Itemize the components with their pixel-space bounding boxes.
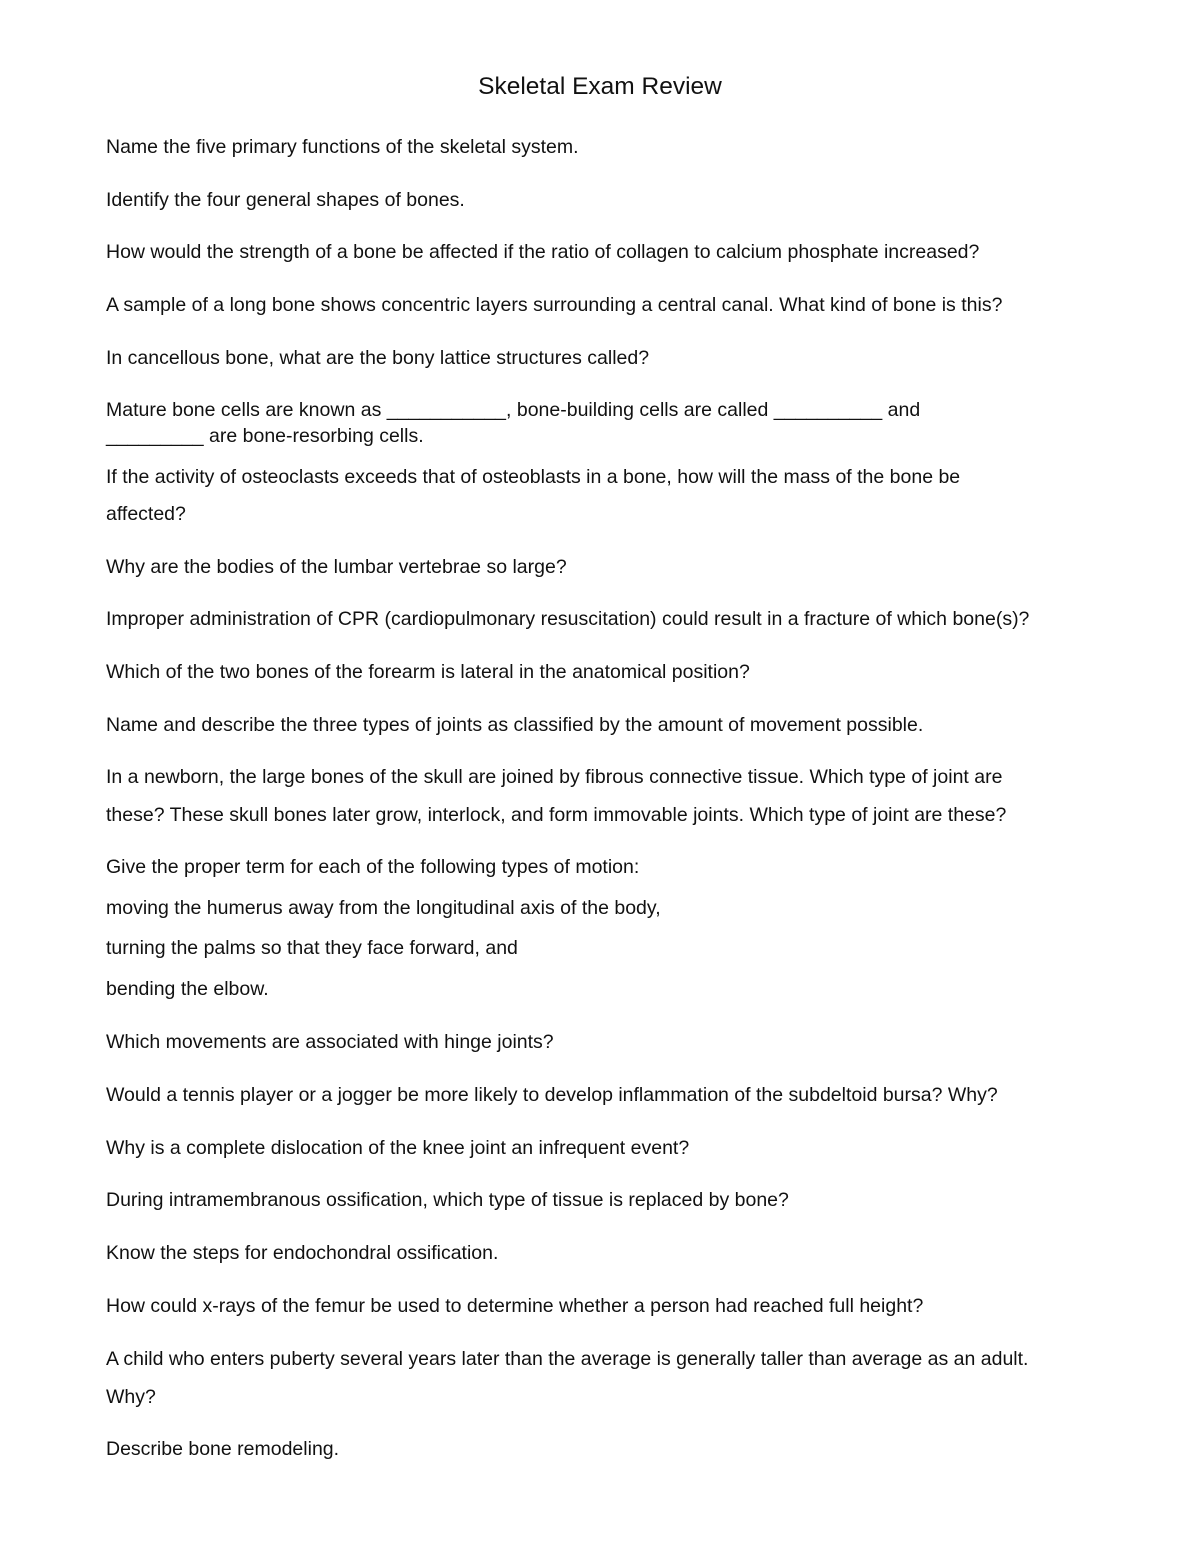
question-1: Name the five primary functions of the skeletal system. bbox=[106, 136, 579, 158]
question-10: Which of the two bones of the forearm is lateral in the anatomical position? bbox=[106, 661, 750, 683]
question-12-line-1: In a newborn, the large bones of the skull are joined by fibrous connective tissue. Which type of joint are bbox=[106, 766, 1003, 788]
question-7-line-2: affected? bbox=[106, 503, 186, 525]
question-17: During intramembranous ossification, which type of tissue is replaced by bone? bbox=[106, 1189, 789, 1211]
question-20-line-1: A child who enters puberty several years later than the average is generally taller than average as an adult. bbox=[106, 1348, 1029, 1370]
question-19: How could x-rays of the femur be used to determine whether a person had reached full height? bbox=[106, 1295, 924, 1317]
question-9: Improper administration of CPR (cardiopulmonary resuscitation) could result in a fracture of which bone(s)? bbox=[106, 608, 1030, 630]
question-11: Name and describe the three types of joints as classified by the amount of movement possible. bbox=[106, 714, 924, 736]
question-13-line-2: moving the humerus away from the longitudinal axis of the body, bbox=[106, 897, 661, 919]
question-18: Know the steps for endochondral ossification. bbox=[106, 1242, 499, 1264]
question-20-line-2: Why? bbox=[106, 1386, 156, 1408]
document-title: Skeletal Exam Review bbox=[478, 73, 722, 100]
question-13-line-3: turning the palms so that they face forward, and bbox=[106, 937, 518, 959]
question-14: Which movements are associated with hinge joints? bbox=[106, 1031, 554, 1053]
question-3: How would the strength of a bone be affected if the ratio of collagen to calcium phosphate increased? bbox=[106, 241, 980, 263]
question-8: Why are the bodies of the lumbar vertebrae so large? bbox=[106, 556, 567, 578]
question-5: In cancellous bone, what are the bony lattice structures called? bbox=[106, 347, 650, 369]
question-21: Describe bone remodeling. bbox=[106, 1438, 340, 1460]
question-7-line-1: If the activity of osteoclasts exceeds that of osteoblasts in a bone, how will the mass of the bone be bbox=[106, 466, 961, 488]
question-4: A sample of a long bone shows concentric layers surrounding a central canal. What kind of bone is this? bbox=[106, 294, 1003, 316]
question-13-line-1: Give the proper term for each of the following types of motion: bbox=[106, 856, 640, 878]
question-15: Would a tennis player or a jogger be more likely to develop inflammation of the subdeltoid bursa? Why? bbox=[106, 1084, 998, 1106]
question-6-line-1: Mature bone cells are known as ___________, bone-building cells are called __________ and bbox=[106, 399, 921, 421]
question-2: Identify the four general shapes of bones. bbox=[106, 189, 465, 211]
question-6-line-2: _________ are bone-resorbing cells. bbox=[106, 425, 424, 447]
question-16: Why is a complete dislocation of the knee joint an infrequent event? bbox=[106, 1137, 690, 1159]
question-12-line-2: these? These skull bones later grow, interlock, and form immovable joints. Which type of joint are these? bbox=[106, 804, 1007, 826]
question-13-line-4: bending the elbow. bbox=[106, 978, 269, 1000]
